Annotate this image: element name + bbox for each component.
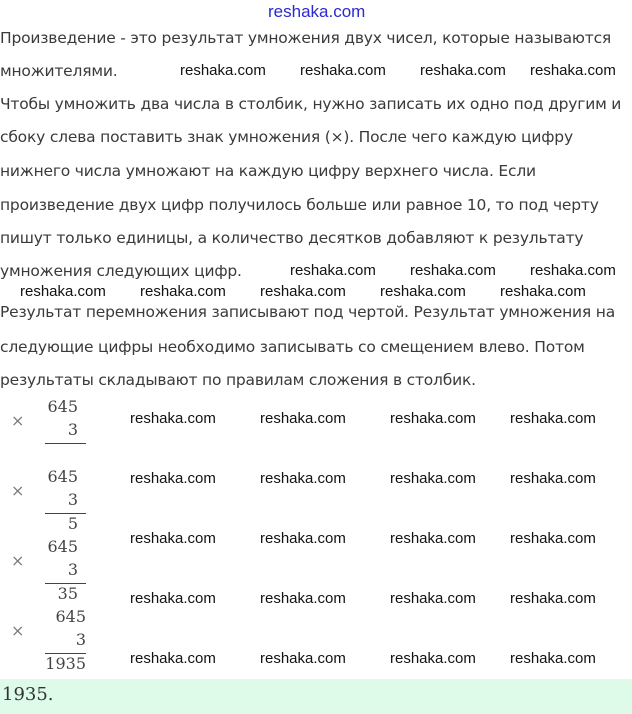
watermark: reshaka.com bbox=[20, 283, 106, 300]
partial-result: 35 bbox=[57, 584, 78, 603]
watermark: reshaka.com bbox=[260, 650, 346, 667]
watermark: reshaka.com bbox=[500, 283, 586, 300]
multiplication-step-1 bbox=[0, 397, 100, 467]
watermark: reshaka.com bbox=[390, 470, 476, 487]
site-watermark-link[interactable]: reshaka.com bbox=[268, 2, 366, 21]
multiply-sign-icon: × bbox=[11, 621, 25, 640]
multiplicand: 645 bbox=[55, 607, 86, 626]
multiplication-step-3 bbox=[0, 537, 100, 607]
watermark: reshaka.com bbox=[260, 530, 346, 547]
divider-line bbox=[45, 443, 86, 444]
text-line: множителями. bbox=[0, 62, 118, 80]
multiply-sign-icon: × bbox=[11, 551, 25, 570]
watermark: reshaka.com bbox=[390, 530, 476, 547]
watermark: reshaka.com bbox=[420, 62, 506, 79]
watermark: reshaka.com bbox=[260, 410, 346, 427]
text-line: нижнего числа умножают на каждую цифру верхнего числа. Если bbox=[0, 162, 536, 180]
text-line: Чтобы умножить два числа в столбик, нужно записать их одно под другим и bbox=[0, 95, 622, 113]
watermark: reshaka.com bbox=[510, 590, 596, 607]
watermark: reshaka.com bbox=[510, 530, 596, 547]
watermark: reshaka.com bbox=[130, 590, 216, 607]
multiplicand: 645 bbox=[47, 467, 78, 486]
text-line: следующие цифры необходимо записывать со смещением влево. Потом bbox=[0, 338, 585, 356]
watermark: reshaka.com bbox=[510, 410, 596, 427]
multiplicand: 645 bbox=[47, 397, 78, 416]
watermark: reshaka.com bbox=[290, 262, 376, 279]
watermark: reshaka.com bbox=[510, 470, 596, 487]
watermark: reshaka.com bbox=[130, 410, 216, 427]
partial-result: 1935 bbox=[45, 654, 86, 673]
watermark: reshaka.com bbox=[260, 470, 346, 487]
text-line: сбоку слева поставить знак умножения (×). После чего каждую цифру bbox=[0, 128, 573, 146]
text-line: произведение двух цифр получилось больше или равное 10, то под черту bbox=[0, 196, 599, 214]
multiplicand: 645 bbox=[47, 537, 78, 556]
watermark: reshaka.com bbox=[130, 530, 216, 547]
answer-value: 1935. bbox=[2, 684, 54, 705]
watermark: reshaka.com bbox=[390, 410, 476, 427]
watermark: reshaka.com bbox=[260, 283, 346, 300]
watermark: reshaka.com bbox=[130, 650, 216, 667]
watermark: reshaka.com bbox=[260, 590, 346, 607]
multiplier: 3 bbox=[67, 560, 78, 579]
divider-line bbox=[45, 513, 86, 514]
watermark: reshaka.com bbox=[390, 590, 476, 607]
multiplier: 3 bbox=[75, 630, 86, 649]
multiplier: 3 bbox=[67, 420, 78, 439]
watermark: reshaka.com bbox=[390, 650, 476, 667]
partial-result: 5 bbox=[67, 514, 78, 533]
watermark: reshaka.com bbox=[380, 283, 466, 300]
watermark: reshaka.com bbox=[530, 62, 616, 79]
text-line: умножения следующих цифр. bbox=[0, 262, 242, 280]
multiply-sign-icon: × bbox=[11, 481, 25, 500]
text-line: Произведение - это результат умножения двух чисел, которые называются bbox=[0, 29, 612, 47]
text-line: результаты складывают по правилам сложения в столбик. bbox=[0, 371, 476, 389]
text-line: Результат перемножения записывают под чертой. Результат умножения на bbox=[0, 303, 616, 321]
multiply-sign-icon: × bbox=[11, 411, 25, 430]
watermark: reshaka.com bbox=[410, 262, 496, 279]
multiplier: 3 bbox=[67, 490, 78, 509]
watermark: reshaka.com bbox=[510, 650, 596, 667]
watermark: reshaka.com bbox=[130, 470, 216, 487]
multiplication-step-4 bbox=[0, 607, 100, 677]
watermark: reshaka.com bbox=[180, 62, 266, 79]
multiplication-step-2 bbox=[0, 467, 100, 537]
watermark: reshaka.com bbox=[140, 283, 226, 300]
watermark: reshaka.com bbox=[300, 62, 386, 79]
answer-box bbox=[0, 679, 632, 714]
text-line: пишут только единицы, а количество десятков добавляют к результату bbox=[0, 229, 584, 247]
watermark: reshaka.com bbox=[530, 262, 616, 279]
